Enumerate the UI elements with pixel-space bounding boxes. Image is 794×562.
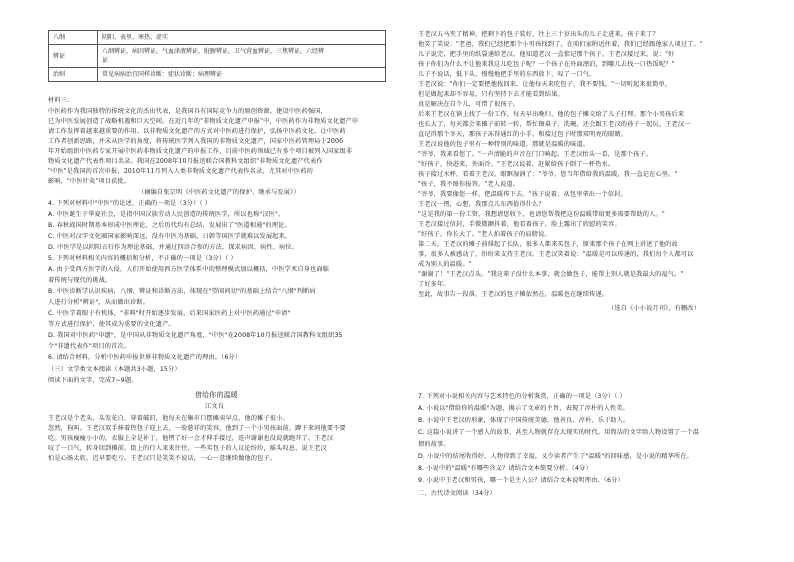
question-line: 4. 下列对材料中"中医"的论述，正确的一项是（3分）（ ） xyxy=(48,200,212,207)
table-cell-line: 阴阳、表里、寒热、虚实 xyxy=(102,34,169,41)
option-line: 着传统与现代的挑战。 xyxy=(48,277,112,284)
story-line: "好孩子，你长大了。"老人拍着孩子的肩膀说。 xyxy=(418,231,551,238)
story-title: 借给你的温暖 xyxy=(195,391,238,399)
text-line: 请工作发挥着越来越重要的作用。以非物质文化遗产的方式对中医药进行保护，弘扬中医药文化，让中医药 xyxy=(48,128,346,135)
table-body-cell xyxy=(98,68,386,82)
option-line: A. 中医诞生于华夏社会，是指中国汉族劳动人民创造的传统医学，所以也称"汉医"。 xyxy=(48,211,285,218)
story-line: 至此，故事告一段落，王老汉的包子摊依然在，温暖也在继续传递。 xyxy=(418,291,609,298)
section-heading: （三）文学类文本阅读（本题共3小题，15分） xyxy=(48,366,181,373)
story-line: 王老汉接过信封，手微微颤抖着，他看着孩子，脸上露出了欣慰的笑容。 xyxy=(418,221,621,228)
option-line: B. 小说中王老汉的形象，体现了中国传统美德，他善良、淳朴、乐于助人。 xyxy=(418,417,630,424)
table-row xyxy=(49,45,386,68)
story-line: 但是做起来却不容易，只有坚持下去才能看到结果。 xyxy=(418,91,564,98)
story-line: 吃。男孩瘦瘦小小的，衣服上全是补丁，他愣了好一会才伸手接过，连声谢谢也没说就跑开了。王老汉 xyxy=(48,435,334,442)
story-line: 了好多年。 xyxy=(418,281,450,288)
option-line: A. 由于受西方医学的入侵，人们开始使用西方医学体系中的整理模式加以概括，中医学术自身也面临 xyxy=(48,266,330,273)
story-line: "好孩子，快进来，外面冷。"王老汉说着，赶紧给孩子倒了一杯热水。 xyxy=(418,161,615,168)
story-line: 怕是心肠太软，迟早要吃亏。王老汉只是笑笑不说话，一心一意继续做他的包子。 xyxy=(48,455,277,462)
citation-line: （选自《小小说月刊》，有删改） xyxy=(608,305,700,312)
option-line: 情的故事。 xyxy=(418,441,450,448)
question-line: 7. 下列对小说相关内容与艺术特色的分析鉴赏，正确的一项是（3分）（ ） xyxy=(418,393,626,400)
text-line: 中医药作为我国独特的传统文化的杰出代表，是我国具有国际竞争力的原创资源。建设中医药强国， xyxy=(48,108,327,115)
story-line: 王老汉说他的包子里有一种特别的味道，那就是温暖的味道。 xyxy=(418,141,590,148)
story-line: 成为别人的温暖。" xyxy=(418,261,472,268)
story-line: 真是解决在自个儿，可惜了很孩子。 xyxy=(418,101,520,108)
option-line: 等方式进行保护，使其成为重要的文化遗产。 xyxy=(48,321,175,328)
question-line: 6. 请结合材料，分析中医药申报世界非物质文化遗产的理由。（6分） xyxy=(48,354,242,361)
table-cell-line: 八纲辨证，病因辨证，气血津液辨证，脏腑辨证，卫气营血辨证，三焦辨证，六经辨 xyxy=(102,48,325,55)
story-line: 后来王老汉在镇上找了一份工作，每天早出晚归，他的包子摊交给了儿子打理。那个小男孩后来 xyxy=(418,111,685,118)
option-line: 个"非遗代表作"项目的首次。 xyxy=(48,343,131,350)
tcm-table xyxy=(48,30,386,82)
citation-line: （摘编自张宗明《中医药文化遗产的保护、继承与发展》） xyxy=(138,189,300,196)
table-cell-line: 常见病病治宜同样诊断：症状诊断；病理辨证 xyxy=(102,71,223,78)
table-head-cell: 辨证 xyxy=(49,45,98,68)
table-body-cell xyxy=(98,45,386,68)
question-line: 9. 小说中王老汉和男孩，哪一个是主人公？请结合文本说明理由。（6分） xyxy=(418,477,624,484)
table-row xyxy=(49,68,386,82)
story-line: 忽然，狗叫。王老汉双手捧着热包子迎上去，一脸慈祥的笑容，他到了一个小男孩面前，蹲下来问他要不要 xyxy=(48,425,346,432)
table-head-cell: 八纲 xyxy=(49,31,98,45)
story-line: 他笑了笑说："老爸，我们已经把那个小男孩找到了，在咱们家附近住着，我们已经跟他家人谈过了。" xyxy=(418,41,703,48)
table-body-cell xyxy=(98,31,386,45)
story-line: 王老汉说："你们一定要把他找回来，让他每天来吃包子，我不要钱。"一切听起来很简单， xyxy=(418,81,672,88)
text-line: 物质文化遗产代表性项目名录。我国在2008年10月报送联合国教科文组织"非物质文化遗产代表作 xyxy=(48,158,323,165)
option-line: C. 中医学着眼于有机体，"非典"时开始逐步发展，后来国家医药上对中医药通过"申请" xyxy=(48,310,291,317)
section-heading: 二、古代诗文阅读（34分） xyxy=(418,490,496,497)
option-line: D. 小说中的结尾收得好，人物得到了幸福，又令读者产生了"温暖"的回味感，是小说的精华所在。 xyxy=(418,453,693,460)
story-author: 江文良 xyxy=(205,403,225,410)
story-line: 孩子接过水杯，看着王老汉，眼眶湿润了："爷爷，您当年借给我的温暖，我一直记在心里。" xyxy=(418,171,678,178)
table-cell-line: 证 xyxy=(102,57,109,64)
story-line: 也长大了，每天都会来摊子前转一转，帮忙擦桌子，洗碗，还会跟王老汉的孙子一起玩。王老汉一 xyxy=(418,121,691,128)
story-line: 事，很多人被感动了，纷纷来支持王老汉。王老汉笑着说："温暖是可以传递的，我们每个人都可以 xyxy=(418,251,694,258)
story-line: 第二天，王老汉的摊子前排起了长队，很多人都来买包子，原来那个孩子在网上讲述了他的故 xyxy=(418,241,678,248)
story-line: 儿子不说话，低下头，慢慢地把手里的东西放下，叹了一口气。 xyxy=(418,71,596,78)
story-line: "爷爷，我来看您了。"一声清脆的声音在门口响起，王老汉抬头一看，是那个孩子。 xyxy=(418,151,653,158)
option-line: B. 中医诊断学认识疾病，八纲、辨证和诊断方法，体现在"望闻问切"的基础上结合"八纲"判断病 xyxy=(48,288,316,295)
story-line: "孩子，我不图你报答。"老人说道。 xyxy=(418,181,520,188)
story-line: "爷爷，我要像您一样，把温暖传下去。"孩子说着，从包里拿出一个信封。 xyxy=(418,191,627,198)
table-row xyxy=(49,31,386,45)
option-line: A. 小说以"借给你的温暖"为题，揭示了文章的主旨，表现了淳朴的人性美。 xyxy=(418,405,629,412)
instruction-line: 阅读下面的文字，完成7~9题。 xyxy=(48,377,138,384)
story-line: 儿子说完，把手里的纸袋递给老汉，他知道老汉一直惦记那个孩子。王老汉接过来，说："好 xyxy=(418,51,675,58)
story-line: 王老汉是个老头，头发花白，穿着破旧，他每天在集市口摆摊卖早点，他的摊子很小。 xyxy=(48,415,289,422)
story-line: 直记得那个冬天，那孩子冻得通红的小手，和接过包子时那双明亮的眼睛。 xyxy=(418,131,628,138)
question-line: 8. 小说中的"温暖"有哪些含义？请结合文本简要分析。（4分） xyxy=(418,465,592,472)
option-line: 人进行分析"辨证"，从而做出诊断。 xyxy=(48,299,150,306)
table-head-cell: 治则 xyxy=(49,68,98,82)
story-line: 王老汉五马夹了精神，把剩下的包子装好，往上三十岁出头的儿子走进来。孩子来了？ xyxy=(418,31,659,38)
option-line: C. 中医对汉字文化圈国家影响深远，没有中医为基础，日韩等国医学就难以发展起来。 xyxy=(48,233,292,240)
option-line: D. 我国对中医药"申遗"，是中国从非物质文化遗产角度，"中医"在2008年10月报送联合国教科文组织35 xyxy=(48,332,343,339)
text-line: 工作者创新思路，并未从医学的角度，将传统医学列入我国的非物质文化遗产，国家中医药管理局于2006 xyxy=(48,138,344,145)
question-line: 5. 下列对材料相关内容的概括和分析，不正确的一项是（3分）（ ） xyxy=(48,255,237,262)
story-line: "这是我的第一份工资，我想请您收下，也请您帮我把这份温暖带给更多需要帮助的人。" xyxy=(418,211,665,218)
story-line: 叹了一口气，转身回到摊前。街上的行人来来往往，一些买包子的人议论纷纷，摇头叹息，说王老汉 xyxy=(48,445,327,452)
option-line: D. 中医学是以阴阳五行作为理论基础，并通过四诊合参的方法，探求病因、病性、病位。 xyxy=(48,244,298,251)
text-line: 年开始组织中医药专家开展中医药非物质文化遗产的申报工作，目前中医药领域已有多个项目被列入国家级非 xyxy=(48,148,353,155)
text-line: 已为中医发展创造了战略机遇和巨大空间。在近几年的"非物质文化遗产申报"中，中医药作为非物质文化遗产申 xyxy=(48,118,359,125)
text-line: 影响，"中医针灸"项目获批。 xyxy=(48,178,131,185)
text-line: 材料三： xyxy=(48,97,74,104)
option-line: B. 春秋战国时期基本形成中医理论，之后历代均有总结，发展出了"医道相通"的理论。 xyxy=(48,222,291,229)
option-line: C. 这篇小说讲了一个感人的故事，甚至人物就存在大现实的时代，用简洁的文字给人物设置了一个温 xyxy=(418,429,700,436)
story-line: "谢谢了！"王老汉点头，"我这辈子没什么本事，就会做包子，能帮上别人就是我最大的福气。" xyxy=(418,271,684,278)
text-line: "中医"是我国的首次申报，2010年11月列入人类非物质文化遗产代表作名录，尤其对中医药的 xyxy=(48,168,313,175)
story-line: 孩子你们为什么不让他来我这儿吃包子呢？一个孩子在外面漂泊，到哪儿去找一口热饭呢？" xyxy=(418,61,675,68)
story-line: 王老汉一愣，心想，我那点儿东西值得什么？ xyxy=(418,201,545,208)
